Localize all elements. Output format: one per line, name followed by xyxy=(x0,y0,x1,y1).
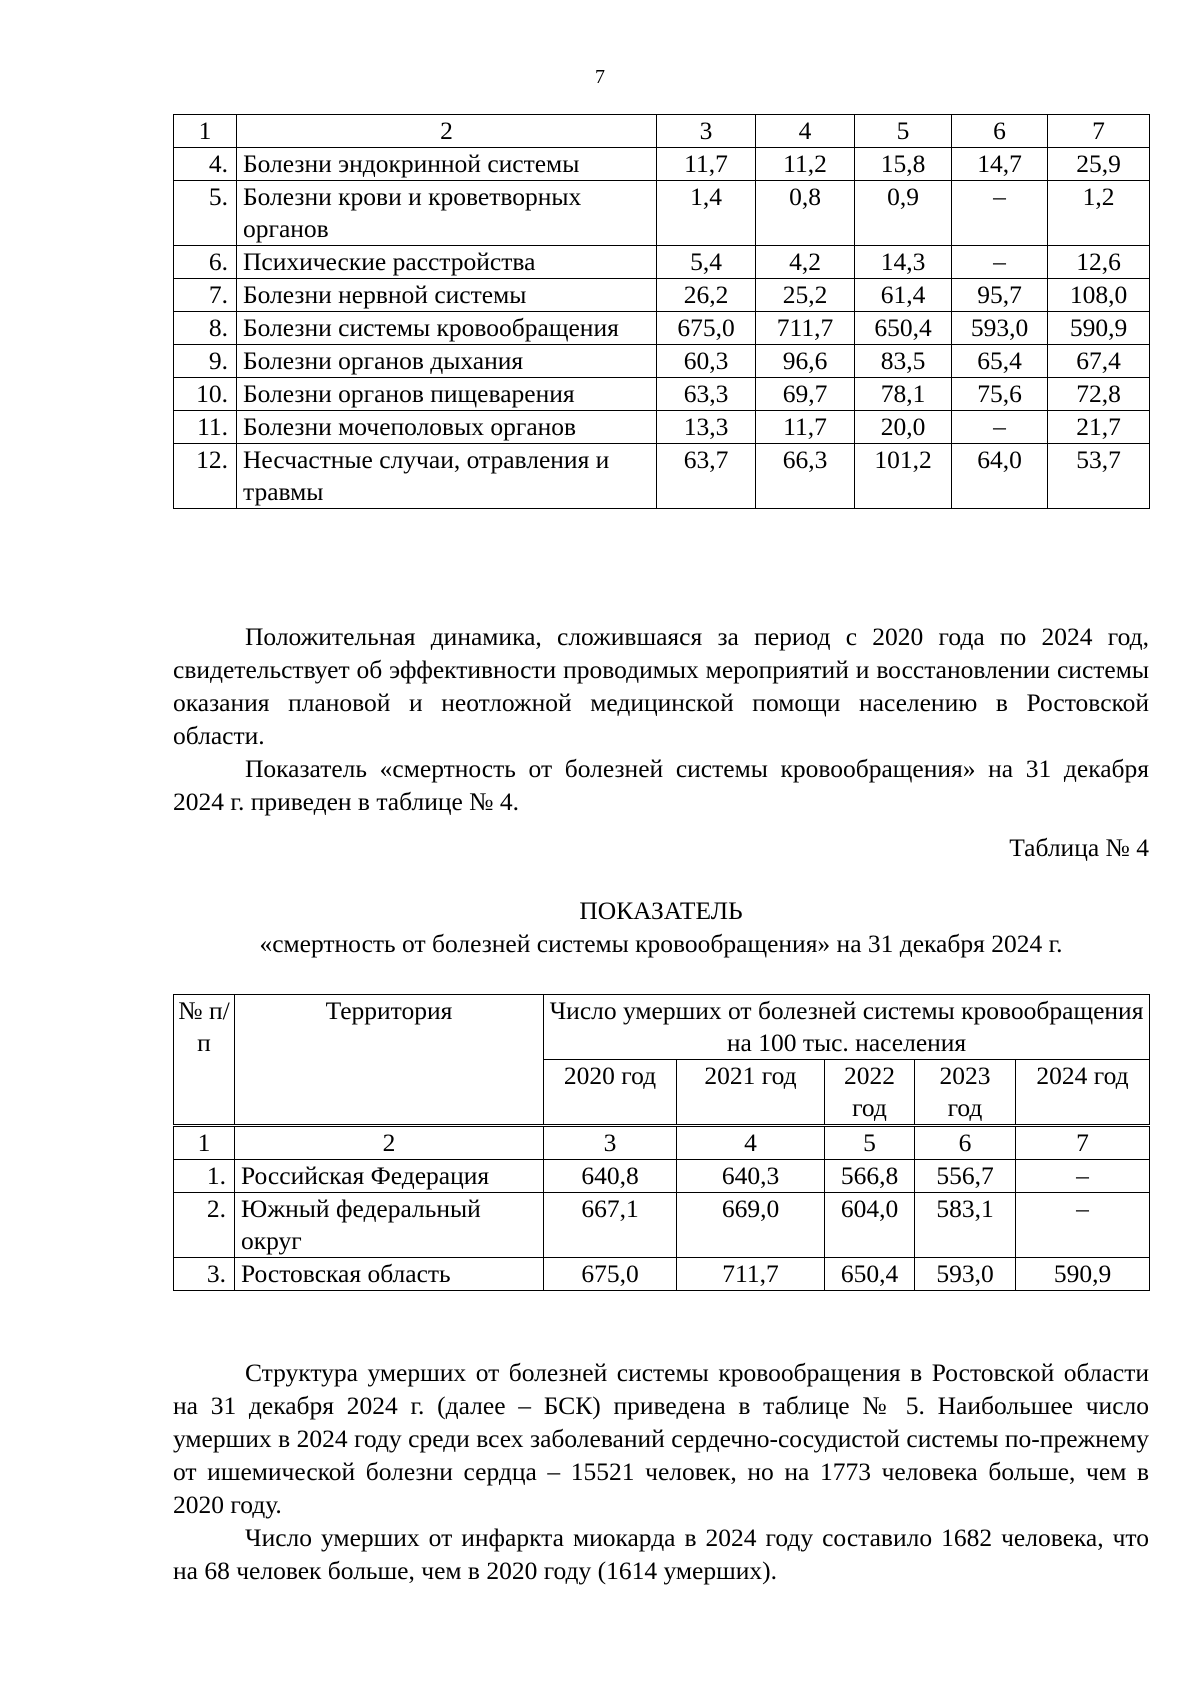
value-cell: 63,3 xyxy=(657,378,756,411)
table-row xyxy=(174,1193,1150,1258)
disease-name: Болезни органов дыхания xyxy=(237,345,657,378)
value-cell: 20,0 xyxy=(855,411,952,444)
row-number: 7. xyxy=(174,279,237,312)
value-cell: 5,4 xyxy=(657,246,756,279)
table-row xyxy=(174,1160,1150,1193)
value-cell: 83,5 xyxy=(855,345,952,378)
value-cell: 667,1 xyxy=(544,1193,677,1258)
row-number: 12. xyxy=(174,444,237,509)
paragraph-infarction: Число умерших от инфаркта миокарда в 2024 году составило 1682 человека, что на 68 человек больше, чем в 2020 году (1614 умерших). xyxy=(173,1523,1149,1585)
column-number: 1 xyxy=(174,1126,235,1160)
row-number: 1. xyxy=(174,1160,235,1193)
value-cell: – xyxy=(952,246,1048,279)
disease-name: Несчастные случаи, отравления и травмы xyxy=(237,444,657,509)
column-number: 1 xyxy=(174,115,237,148)
column-number: 5 xyxy=(855,115,952,148)
row-number: 2. xyxy=(174,1193,235,1258)
table-row xyxy=(174,148,1150,181)
value-cell: 711,7 xyxy=(677,1258,825,1291)
table-row xyxy=(174,411,1150,444)
table-row xyxy=(174,345,1150,378)
column-number: 3 xyxy=(657,115,756,148)
table-row xyxy=(174,279,1150,312)
value-cell: 25,2 xyxy=(756,279,855,312)
column-number: 3 xyxy=(544,1126,677,1160)
header-territory: Территория xyxy=(235,995,544,1126)
value-cell: 650,4 xyxy=(855,312,952,345)
value-cell: 669,0 xyxy=(677,1193,825,1258)
value-cell: 15,8 xyxy=(855,148,952,181)
row-number: 3. xyxy=(174,1258,235,1291)
column-number: 6 xyxy=(915,1126,1016,1160)
row-number: 8. xyxy=(174,312,237,345)
value-cell: 675,0 xyxy=(544,1258,677,1291)
value-cell: 1,4 xyxy=(657,181,756,246)
value-cell: 25,9 xyxy=(1048,148,1150,181)
value-cell: 66,3 xyxy=(756,444,855,509)
paragraph-indicator: Показатель «смертность от болезней системы кровообращения» на 31 декабря 2024 г. приведен в таблице № 4. xyxy=(173,754,1149,816)
table4-title: ПОКАЗАТЕЛЬ xyxy=(579,896,743,925)
table-row xyxy=(174,312,1150,345)
value-cell: 65,4 xyxy=(952,345,1048,378)
disease-name: Болезни органов пищеварения xyxy=(237,378,657,411)
table4-subtitle: «смертность от болезней системы кровообращения» на 31 декабря 2024 г. xyxy=(259,929,1063,958)
row-number: 4. xyxy=(174,148,237,181)
column-number: 6 xyxy=(952,115,1048,148)
value-cell: 96,6 xyxy=(756,345,855,378)
disease-name: Болезни нервной системы xyxy=(237,279,657,312)
table-row xyxy=(174,181,1150,246)
circulatory-mortality-table xyxy=(173,994,1150,1291)
value-cell: 63,7 xyxy=(657,444,756,509)
territory-name: Южный федеральный округ xyxy=(235,1193,544,1258)
value-cell: 60,3 xyxy=(657,345,756,378)
value-cell: 11,7 xyxy=(657,148,756,181)
value-cell: 675,0 xyxy=(657,312,756,345)
value-cell: 640,8 xyxy=(544,1160,677,1193)
value-cell: – xyxy=(952,411,1048,444)
row-number: 5. xyxy=(174,181,237,246)
value-cell: 53,7 xyxy=(1048,444,1150,509)
column-number: 5 xyxy=(825,1126,915,1160)
value-cell: 12,6 xyxy=(1048,246,1150,279)
row-number: 11. xyxy=(174,411,237,444)
value-cell: 108,0 xyxy=(1048,279,1150,312)
territory-name: Ростовская область xyxy=(235,1258,544,1291)
value-cell: 11,7 xyxy=(756,411,855,444)
value-cell: 566,8 xyxy=(825,1160,915,1193)
table4-label: Таблица № 4 xyxy=(1009,833,1149,862)
year-header: 2020 год xyxy=(544,1060,677,1126)
value-cell: 72,8 xyxy=(1048,378,1150,411)
header-num: № п/п xyxy=(174,995,235,1126)
value-cell: 95,7 xyxy=(952,279,1048,312)
table-row xyxy=(174,246,1150,279)
page-number: 7 xyxy=(595,66,605,88)
table-row xyxy=(174,444,1150,509)
disease-name: Болезни мочеполовых органов xyxy=(237,411,657,444)
value-cell: 640,3 xyxy=(677,1160,825,1193)
value-cell: 14,3 xyxy=(855,246,952,279)
value-cell: 13,3 xyxy=(657,411,756,444)
year-header: 2024 год xyxy=(1016,1060,1150,1126)
disease-name: Болезни эндокринной системы xyxy=(237,148,657,181)
value-cell: 69,7 xyxy=(756,378,855,411)
value-cell: 11,2 xyxy=(756,148,855,181)
column-number: 7 xyxy=(1016,1126,1150,1160)
value-cell: 78,1 xyxy=(855,378,952,411)
value-cell: – xyxy=(1016,1160,1150,1193)
value-cell: 590,9 xyxy=(1016,1258,1150,1291)
value-cell: 14,7 xyxy=(952,148,1048,181)
year-header: 2022 год xyxy=(825,1060,915,1126)
value-cell: 556,7 xyxy=(915,1160,1016,1193)
value-cell: 64,0 xyxy=(952,444,1048,509)
value-cell: 0,9 xyxy=(855,181,952,246)
column-numbers-row xyxy=(174,1126,1150,1160)
value-cell: 75,6 xyxy=(952,378,1048,411)
disease-name: Психические расстройства xyxy=(237,246,657,279)
header-group: Число умерших от болезней системы кровообращения на 100 тыс. населения xyxy=(544,995,1150,1060)
column-number: 4 xyxy=(756,115,855,148)
row-number: 10. xyxy=(174,378,237,411)
table-header-row xyxy=(174,115,1150,148)
paragraph-dynamics: Положительная динамика, сложившаяся за период с 2020 года по 2024 год, свидетельствует об эффективности проводимых мероприятий и восстановлении системы оказания плановой и неотложной медицинской помощи населению в Ростовской области. xyxy=(173,622,1149,750)
paragraph-structure: Структура умерших от болезней системы кровообращения в Ростовской области на 31 декабря 2024 г. (далее – БСК) приведена в таблице № 5. Наибольшее число умерших в 2024 году среди всех заболеваний сердечно-сосудистой системы по-прежнему от ишемической болезни сердца – 15521 человек, но на 1773 человека больше, чем в 2020 году. xyxy=(173,1358,1149,1519)
year-header: 2021 год xyxy=(677,1060,825,1126)
value-cell: 590,9 xyxy=(1048,312,1150,345)
disease-name: Болезни крови и кроветворных органов xyxy=(237,181,657,246)
disease-name: Болезни системы кровообращения xyxy=(237,312,657,345)
value-cell: 650,4 xyxy=(825,1258,915,1291)
table-row xyxy=(174,1258,1150,1291)
value-cell: 593,0 xyxy=(952,312,1048,345)
value-cell: – xyxy=(1016,1193,1150,1258)
value-cell: – xyxy=(952,181,1048,246)
value-cell: 101,2 xyxy=(855,444,952,509)
table-row xyxy=(174,378,1150,411)
value-cell: 1,2 xyxy=(1048,181,1150,246)
value-cell: 26,2 xyxy=(657,279,756,312)
value-cell: 4,2 xyxy=(756,246,855,279)
column-number: 2 xyxy=(237,115,657,148)
column-number: 7 xyxy=(1048,115,1150,148)
column-number: 4 xyxy=(677,1126,825,1160)
value-cell: 604,0 xyxy=(825,1193,915,1258)
value-cell: 61,4 xyxy=(855,279,952,312)
row-number: 9. xyxy=(174,345,237,378)
value-cell: 711,7 xyxy=(756,312,855,345)
value-cell: 583,1 xyxy=(915,1193,1016,1258)
territory-name: Российская Федерация xyxy=(235,1160,544,1193)
value-cell: 593,0 xyxy=(915,1258,1016,1291)
year-header: 2023 год xyxy=(915,1060,1016,1126)
value-cell: 0,8 xyxy=(756,181,855,246)
disease-mortality-table xyxy=(173,114,1150,509)
value-cell: 21,7 xyxy=(1048,411,1150,444)
column-number: 2 xyxy=(235,1126,544,1160)
value-cell: 67,4 xyxy=(1048,345,1150,378)
row-number: 6. xyxy=(174,246,237,279)
